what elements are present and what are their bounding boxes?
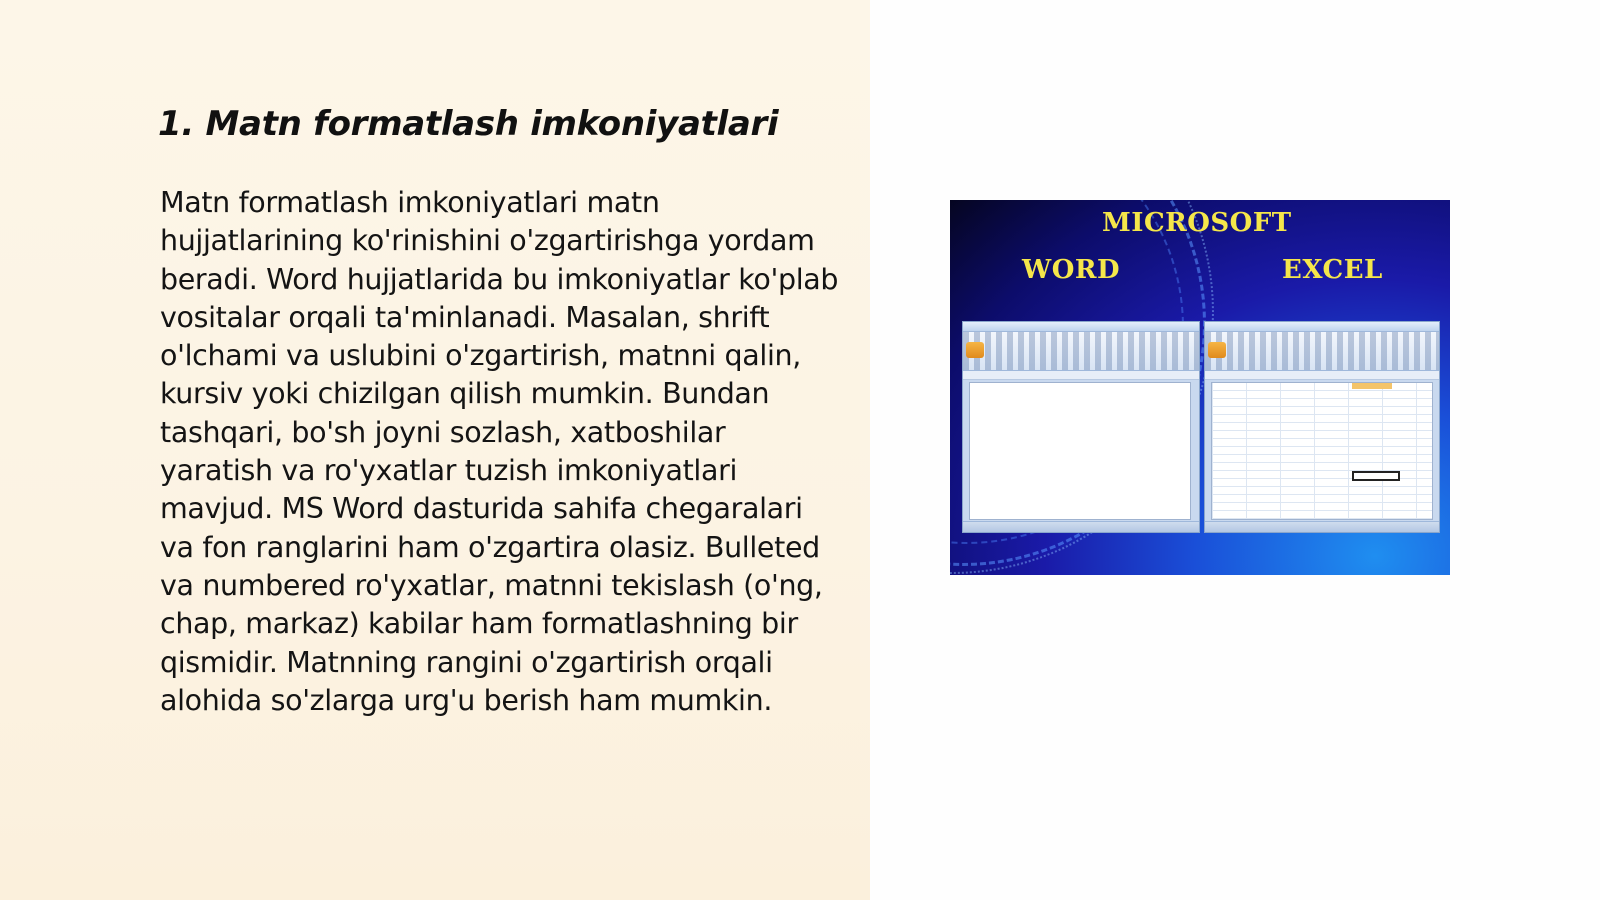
- ribbon-toolbar: [963, 332, 1199, 371]
- status-bar: [963, 521, 1199, 532]
- selected-cell: [1352, 471, 1400, 481]
- window-title-bar: [963, 322, 1199, 332]
- excel-window-screenshot: [1204, 321, 1440, 533]
- figure-label-excel: EXCEL: [1282, 255, 1383, 285]
- office-button-icon: [1208, 342, 1226, 358]
- selected-column-header: [1352, 383, 1392, 389]
- figure-label-microsoft: MICROSOFT: [1102, 208, 1292, 238]
- slide-body-text: Matn formatlash imkoniyatlari matn hujjatlarining ko'rinishini o'zgartirishga yordam beradi. Word hujjatlarida bu imkoniyatlar ko'plab vositalar orqali ta'minlanadi. Masalan, shrift o'lchami va uslubini o'zgartirish, matnni qalin, kursiv yoki chizilgan qilish mumkin. Bundan tashqari, bo'sh joyni sozlash, xatboshilar yaratish va ro'yxatlar tuzish imkoniyatlari mavjud. MS Word dasturida sahifa chegaralari va fon ranglarini ham o'zgartira olasiz. Bulleted va numbered ro'yxatlar, matnni tekislash (o'ng, chap, markaz) kabilar ham formatlashning bir qismidir. Matnning rangini o'zgartirish orqali alohida so'zlarga urg'u berish ham mumkin.: [160, 186, 839, 717]
- window-title-bar: [1205, 322, 1439, 332]
- ribbon-toolbar: [1205, 332, 1439, 371]
- office-button-icon: [966, 342, 984, 358]
- figure-label-word: WORD: [1022, 255, 1121, 285]
- ruler: [963, 371, 1199, 380]
- status-bar: [1205, 521, 1439, 532]
- spreadsheet-grid: [1211, 382, 1433, 520]
- word-window-screenshot: [962, 321, 1200, 533]
- formula-bar: [1205, 371, 1439, 380]
- word-excel-figure: [950, 200, 1450, 575]
- slide-title: 1. Matn formatlash imkoniyatlari: [158, 104, 779, 144]
- document-page: [969, 382, 1191, 520]
